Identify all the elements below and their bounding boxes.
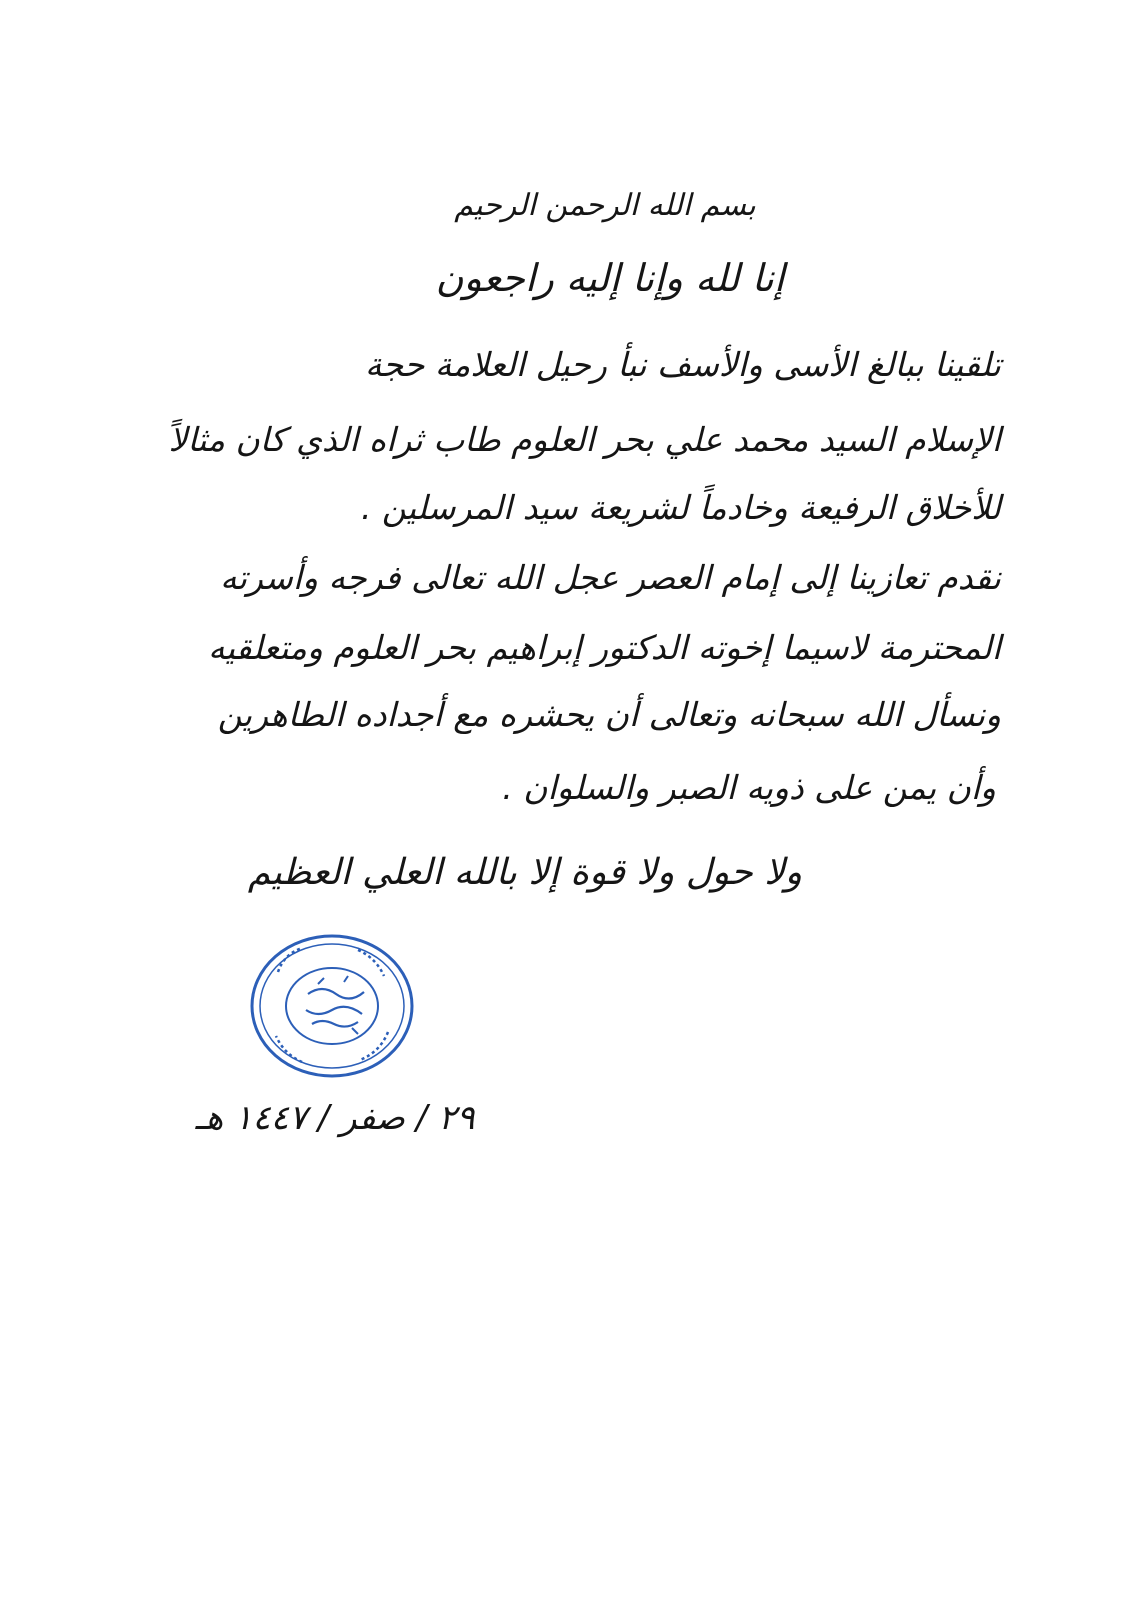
body-line-1: تلقينا ببالغ الأسى والأسف نبأ رحيل العلامة حجة: [365, 345, 1001, 384]
basmala: بسم الله الرحمن الرحيم: [454, 188, 756, 223]
closing-hawqala: ولا حول ولا قوة إلا بالله العلي العظيم: [247, 852, 803, 893]
body-line-5: المحترمة لاسيما إخوته الدكتور إبراهيم بحر العلوم ومتعلقيه: [208, 628, 1001, 667]
body-line-3: للأخلاق الرفيعة وخادماً لشريعة سيد المرسلين .: [360, 488, 1001, 527]
hijri-date: ٢٩ / صفر / ١٤٤٧ هـ: [195, 1098, 475, 1138]
body-line-2: الإسلام السيد محمد علي بحر العلوم طاب ثراه الذي كان مثالاً: [168, 420, 1001, 459]
office-seal: [248, 932, 416, 1080]
body-line-7: وأن يمن على ذويه الصبر والسلوان .: [502, 768, 996, 807]
body-line-6: ونسأل الله سبحانه وتعالى أن يحشره مع أجداده الطاهرين: [217, 695, 1001, 734]
istirja-heading: إنا لله وإنا إليه راجعون: [435, 256, 785, 300]
body-line-4: نقدم تعازينا إلى إمام العصر عجل الله تعالى فرجه وأسرته: [220, 558, 1001, 597]
